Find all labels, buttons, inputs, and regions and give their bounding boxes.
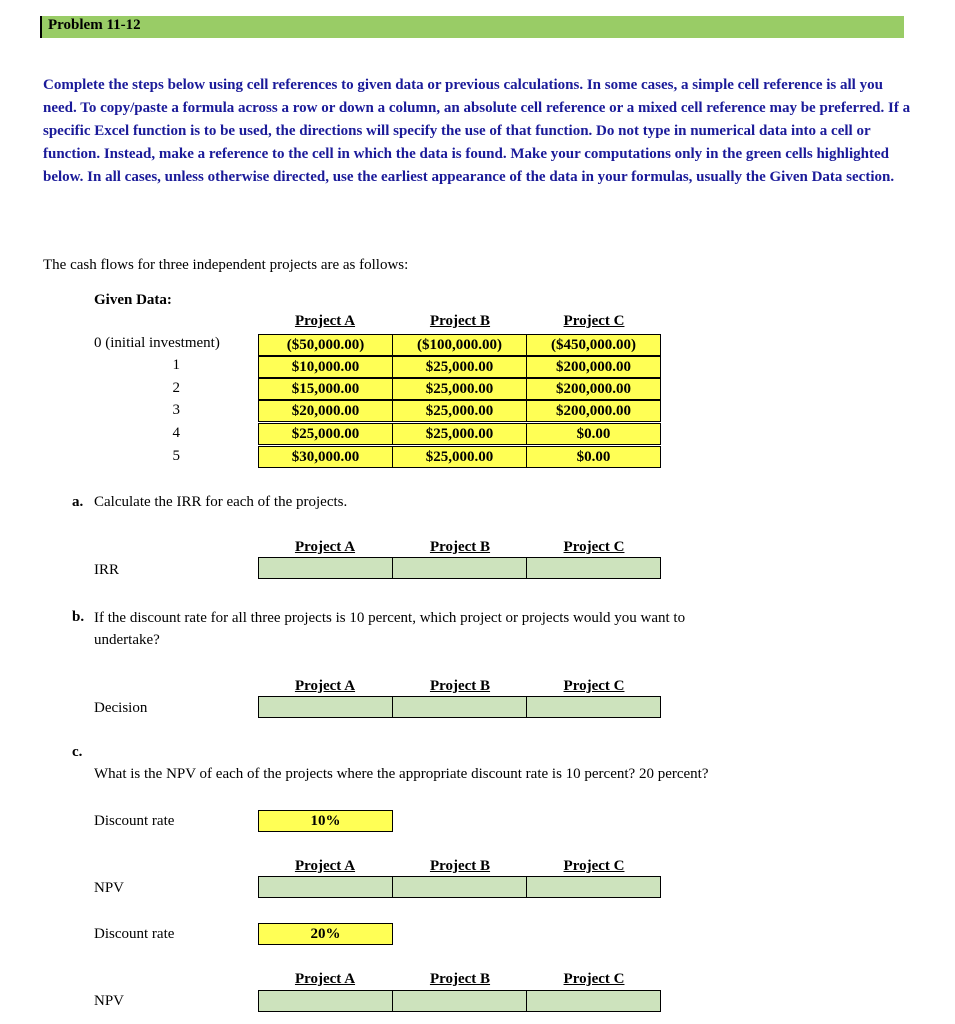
- part-b-text-1: If the discount rate for all three projects is 10 percent, which project or projects would you want to: [94, 610, 686, 626]
- irr-label: IRR: [94, 562, 120, 578]
- part-b-letter: b.: [72, 609, 85, 625]
- part-c-text: What is the NPV of each of the projects where the appropriate discount rate is 10 percent? 20 percent?: [94, 766, 709, 782]
- part-a-letter: a.: [72, 494, 84, 510]
- title-bar: [40, 16, 904, 38]
- cell-c-0[interactable]: ($450,000.00): [526, 334, 661, 356]
- intro-text: The cash flows for three independent projects are as follows:: [43, 257, 409, 273]
- npv1-cell-a[interactable]: [258, 876, 393, 898]
- npv1-cell-c[interactable]: [526, 876, 661, 898]
- part-c-letter: c.: [72, 744, 83, 760]
- cell-b-0[interactable]: ($100,000.00): [392, 334, 527, 356]
- discount-rate-cell-2[interactable]: 20%: [258, 923, 393, 945]
- row-label-5: 5: [172, 448, 180, 464]
- decision-header-b: Project B: [429, 678, 491, 694]
- row-label-1: 1: [172, 357, 180, 373]
- cell-b-1[interactable]: $25,000.00: [392, 356, 527, 378]
- part-a-text: Calculate the IRR for each of the projects.: [94, 494, 348, 510]
- npv1-header-a: Project A: [294, 858, 356, 874]
- problem-title: Problem 11-12: [48, 17, 141, 33]
- cell-c-2[interactable]: $200,000.00: [526, 378, 661, 400]
- row-label-2: 2: [172, 380, 180, 396]
- npv2-header-b: Project B: [429, 971, 491, 987]
- part-b-text-2: undertake?: [94, 632, 160, 648]
- cell-a-5[interactable]: $30,000.00: [258, 446, 393, 468]
- given-data-label: Given Data:: [94, 292, 172, 308]
- irr-header-c: Project C: [563, 539, 625, 555]
- cell-a-4[interactable]: $25,000.00: [258, 423, 393, 445]
- decision-header-a: Project A: [294, 678, 356, 694]
- decision-cell-a[interactable]: [258, 696, 393, 718]
- cell-c-3[interactable]: $200,000.00: [526, 400, 661, 422]
- decision-cell-b[interactable]: [392, 696, 527, 718]
- npv1-header-b: Project B: [429, 858, 491, 874]
- decision-cell-c[interactable]: [526, 696, 661, 718]
- cell-c-1[interactable]: $200,000.00: [526, 356, 661, 378]
- row-label-0: 0 (initial investment): [94, 335, 220, 351]
- cell-b-3[interactable]: $25,000.00: [392, 400, 527, 422]
- npv2-cell-c[interactable]: [526, 990, 661, 1012]
- cell-a-1[interactable]: $10,000.00: [258, 356, 393, 378]
- irr-cell-c[interactable]: [526, 557, 661, 579]
- irr-header-b: Project B: [429, 539, 491, 555]
- row-label-4: 4: [172, 425, 180, 441]
- header-project-b: Project B: [429, 313, 491, 329]
- npv1-cell-b[interactable]: [392, 876, 527, 898]
- cell-b-4[interactable]: $25,000.00: [392, 423, 527, 445]
- instructions: Complete the steps below using cell references to given data or previous calculations. In some cases, a simple cell reference is all you need. To copy/paste a formula across a row or down a column, an absolute cell reference or a mixed cell reference may be preferred. If a specific Excel function is to be used, the directions will specify the use of that function. Do not type in numerical data into a cell or function. Instead, make a reference to the cell in which the data is found. Make your computations only in the green cells highlighted below. In all cases, unless otherwise directed, use the earliest appearance of the data in your formulas, usually the Given Data section.: [43, 77, 911, 185]
- discount-rate-label-2: Discount rate: [94, 926, 175, 942]
- npv1-header-c: Project C: [563, 858, 625, 874]
- irr-cell-a[interactable]: [258, 557, 393, 579]
- irr-header-a: Project A: [294, 539, 356, 555]
- npv-label-1: NPV: [94, 880, 125, 896]
- cell-b-2[interactable]: $25,000.00: [392, 378, 527, 400]
- cell-a-0[interactable]: ($50,000.00): [258, 334, 393, 356]
- cell-b-5[interactable]: $25,000.00: [392, 446, 527, 468]
- header-project-c: Project C: [563, 313, 625, 329]
- cell-a-3[interactable]: $20,000.00: [258, 400, 393, 422]
- discount-rate-label-1: Discount rate: [94, 813, 175, 829]
- npv2-cell-b[interactable]: [392, 990, 527, 1012]
- discount-rate-cell-1[interactable]: 10%: [258, 810, 393, 832]
- header-project-a: Project A: [294, 313, 356, 329]
- npv2-header-c: Project C: [563, 971, 625, 987]
- decision-header-c: Project C: [563, 678, 625, 694]
- npv2-cell-a[interactable]: [258, 990, 393, 1012]
- decision-label: Decision: [94, 700, 148, 716]
- npv2-header-a: Project A: [294, 971, 356, 987]
- cell-c-5[interactable]: $0.00: [526, 446, 661, 468]
- cell-c-4[interactable]: $0.00: [526, 423, 661, 445]
- npv-label-2: NPV: [94, 993, 125, 1009]
- cell-a-2[interactable]: $15,000.00: [258, 378, 393, 400]
- row-label-3: 3: [172, 402, 180, 418]
- irr-cell-b[interactable]: [392, 557, 527, 579]
